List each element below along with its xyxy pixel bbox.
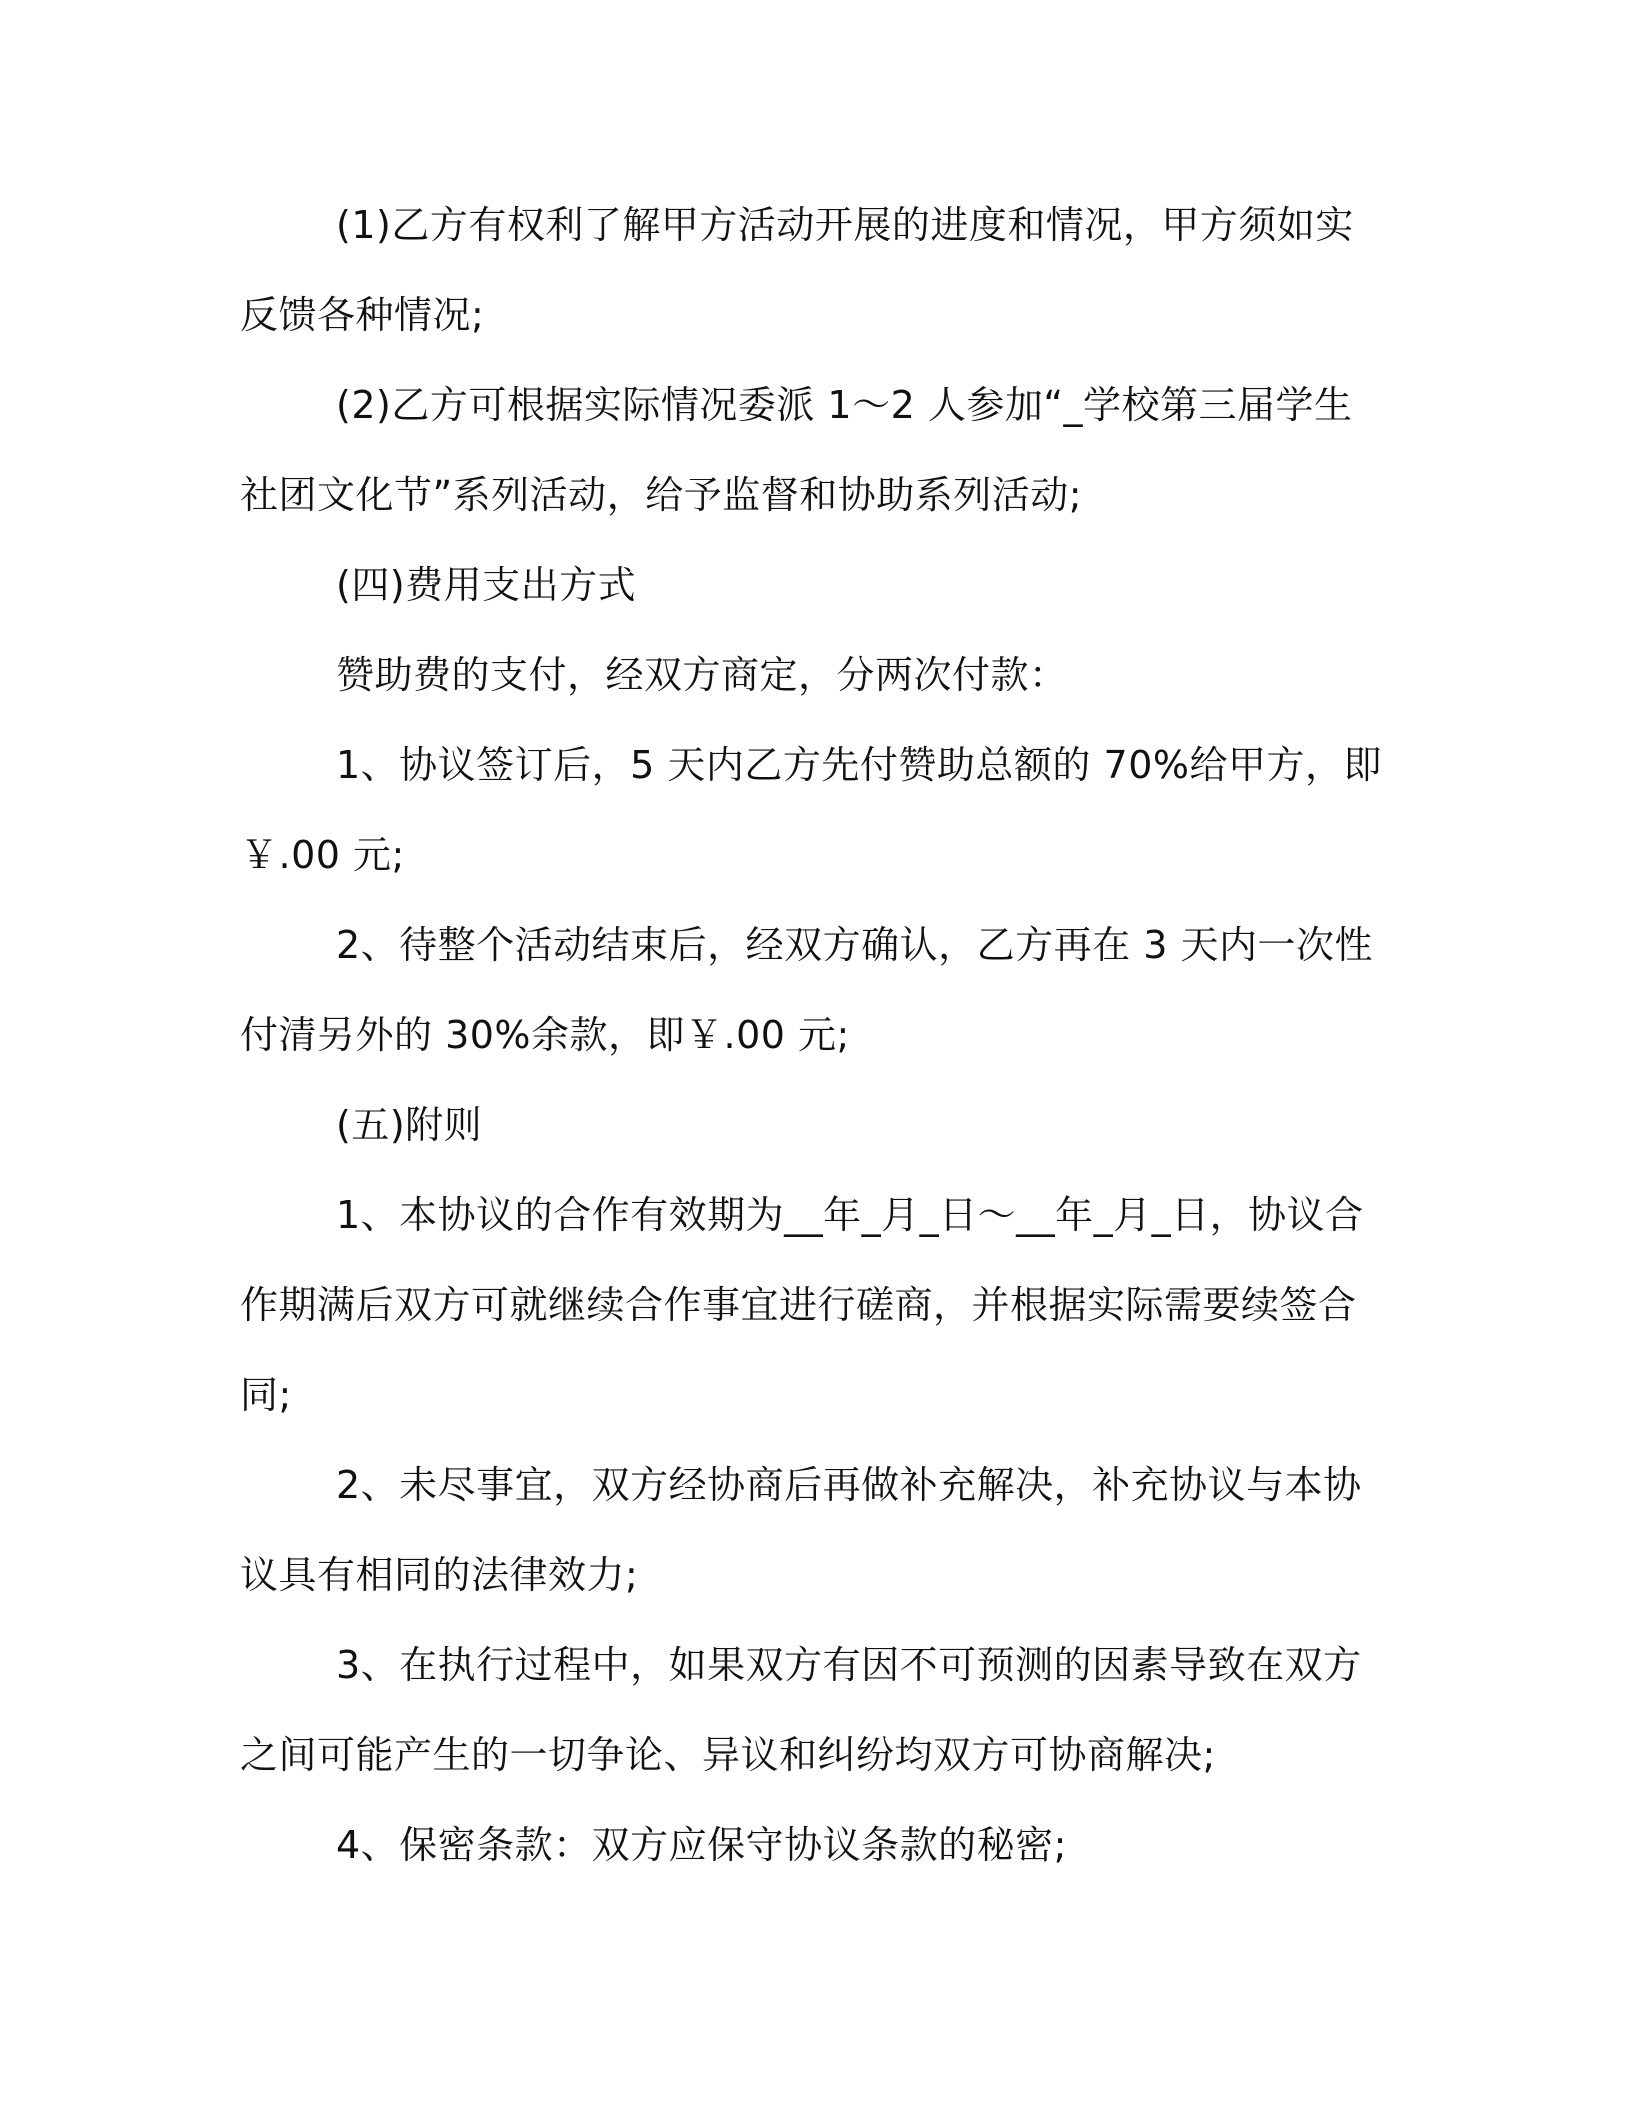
- paragraph-confidentiality: 4、保密条款：双方应保守协议条款的秘密;: [336, 1823, 1067, 1867]
- paragraph-second-payment: 2、待整个活动结束后，经双方确认，乙方再在 3 天内一次性付清另外的 30%余款，即￥.00 元;: [240, 923, 1374, 1057]
- paragraph-rights: (1)乙方有权利了解甲方活动开展的进度和情况，甲方须如实反馈各种情况;: [240, 203, 1354, 337]
- section-heading-appendix: (五)附则: [336, 1103, 483, 1147]
- paragraph-delegate: (2)乙方可根据实际情况委派 1～2 人参加“_学校第三届学生社团文化节”系列活动，给予监督和协助系列活动;: [240, 383, 1353, 517]
- section-heading-payment: (四)费用支出方式: [336, 563, 637, 607]
- paragraph-supplement: 2、未尽事宜，双方经协商后再做补充解决，补充协议与本协议具有相同的法律效力;: [240, 1463, 1362, 1597]
- paragraph-disputes: 3、在执行过程中，如果双方有因不可预测的因素导致在双方之间可能产生的一切争论、异议和纠纷均双方可协商解决;: [240, 1643, 1362, 1777]
- document-body: [240, 180, 1390, 1890]
- paragraph-payment-intro: 赞助费的支付，经双方商定，分两次付款：: [336, 653, 1068, 697]
- paragraph-validity: 1、本协议的合作有效期为__年_月_日～__年_月_日，协议合作期满后双方可就继续合作事宜进行磋商，并根据实际需要续签合同;: [240, 1193, 1364, 1417]
- paragraph-first-payment: 1、协议签订后，5 天内乙方先付赞助总额的 70%给甲方，即￥.00 元;: [240, 743, 1382, 877]
